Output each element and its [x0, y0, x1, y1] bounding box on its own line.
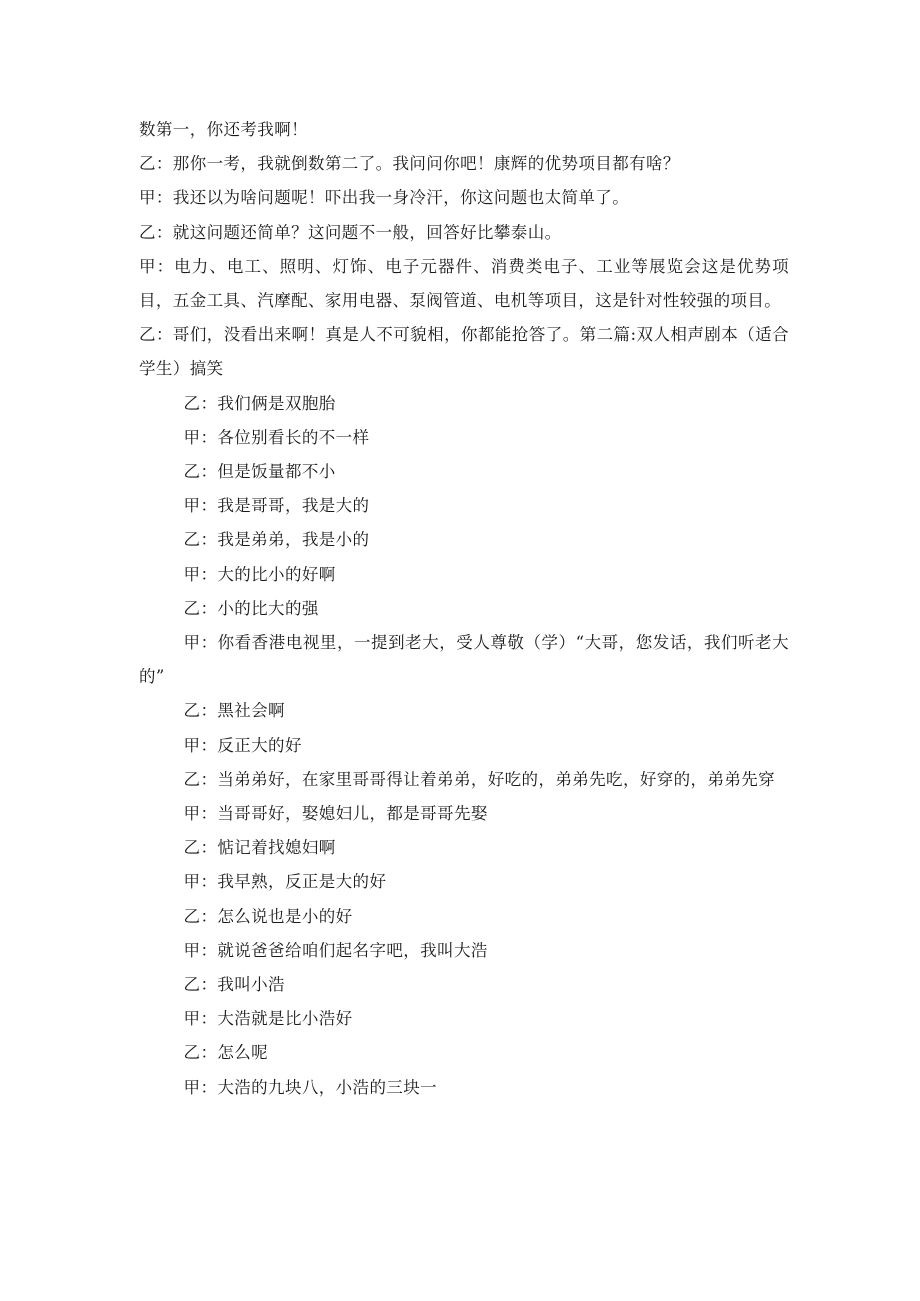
- paragraph: 乙：我叫小浩: [183, 975, 285, 995]
- paragraph: 乙：小的比大的强: [183, 598, 319, 618]
- paragraph: 乙：黑社会啊: [183, 701, 285, 721]
- paragraph: 甲：大的比小的好啊: [183, 564, 336, 584]
- paragraph: 乙：惦记着找媳妇啊: [183, 838, 336, 858]
- paragraph: 甲：我是哥哥，我是大的: [183, 496, 370, 516]
- paragraph: 甲：我还以为啥问题呢！吓出我一身冷汗，你这问题也太简单了。: [139, 188, 630, 208]
- paragraph: 甲：大浩的九块八，小浩的三块一: [183, 1077, 438, 1097]
- paragraph: 乙：我们俩是双胞胎: [183, 393, 336, 413]
- document-body: [139, 113, 789, 1105]
- paragraph: 乙：那你一考，我就倒数第二了。我问问你吧！康辉的优势项目都有啥？: [139, 154, 680, 174]
- paragraph: 数第一，你还考我啊！: [139, 120, 308, 139]
- paragraph: 甲：大浩就是比小浩好: [183, 1009, 353, 1029]
- paragraph: 甲：你看香港电视里，一提到老大，受人尊敬（学）“大哥，您发话，我们听老大的”: [139, 633, 789, 687]
- paragraph: 甲：就说爸爸给咱们起名字吧，我叫大浩: [183, 940, 488, 960]
- paragraph: 乙：怎么说也是小的好: [183, 906, 353, 926]
- paragraph: 甲：反正大的好: [183, 735, 302, 755]
- paragraph: 甲：当哥哥好，娶媳妇儿，都是哥哥先娶: [183, 804, 488, 824]
- paragraph: 乙：就这问题还简单？这问题不一般，回答好比攀泰山。: [139, 222, 562, 242]
- paragraph: 乙：怎么呢: [183, 1043, 269, 1063]
- paragraph: 乙：我是弟弟，我是小的: [183, 530, 370, 550]
- paragraph: 乙：但是饭量都不小: [183, 462, 336, 482]
- paragraph: 甲：电力、电工、照明、灯饰、电子元器件、消费类电子、工业等展览会这是优势项目，五金工具、汽摩配、家用电器、泵阀管道、电机等项目，这是针对性较强的项目。: [139, 256, 789, 311]
- paragraph: 甲：各位别看长的不一样: [183, 427, 370, 447]
- paragraph: 甲：我早熟，反正是大的好: [183, 872, 387, 892]
- paragraph: 乙：当弟弟好，在家里哥哥得让着弟弟，好吃的，弟弟先吃，好穿的，弟弟先穿: [183, 769, 776, 789]
- paragraph: 乙：哥们，没看出来啊！真是人不可貌相，你都能抢答了。第二篇:双人相声剧本（适合学生）搞笑: [139, 325, 789, 379]
